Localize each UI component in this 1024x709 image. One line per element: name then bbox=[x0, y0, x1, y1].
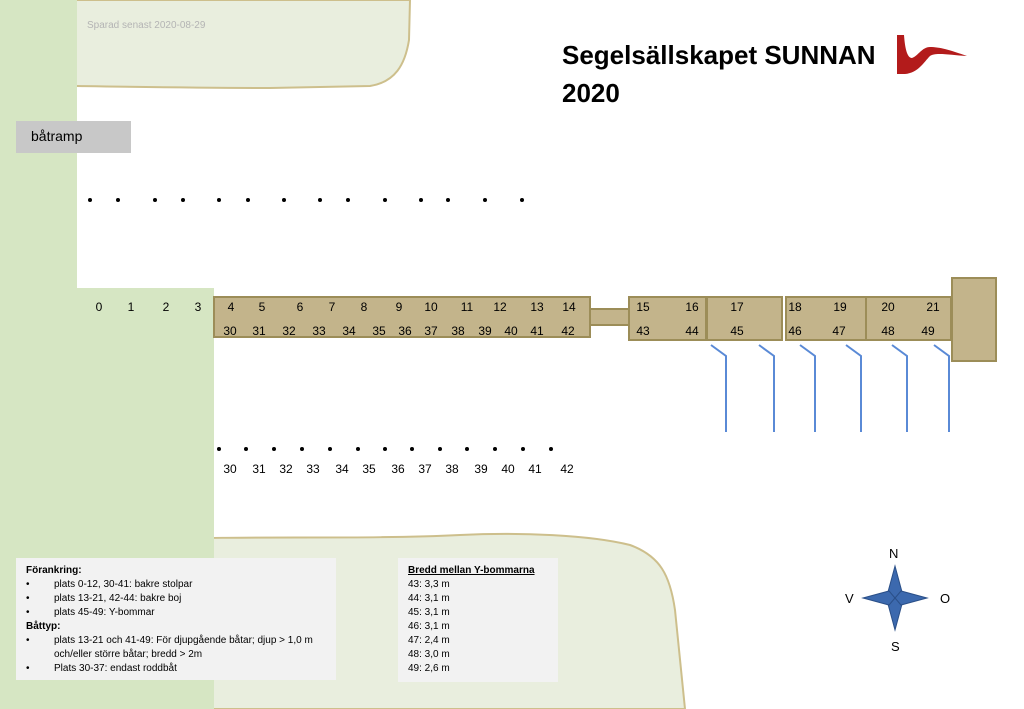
y-boom bbox=[759, 345, 774, 432]
berth-number: 41 bbox=[530, 324, 544, 338]
mooring-post-number: 35 bbox=[362, 462, 376, 476]
mooring-post-dot bbox=[300, 447, 304, 451]
mooring-post-dot bbox=[520, 198, 524, 202]
legend-box bbox=[16, 558, 336, 680]
berth-number: 11 bbox=[460, 300, 474, 314]
mooring-post-dot bbox=[356, 447, 360, 451]
y-boom bbox=[846, 345, 861, 432]
boat-ramp-label: båtramp bbox=[31, 128, 83, 144]
compass-north: N bbox=[889, 546, 899, 561]
berth-number: 16 bbox=[685, 300, 699, 314]
mooring-post-number: 32 bbox=[279, 462, 293, 476]
berth-number: 9 bbox=[395, 300, 403, 314]
berth-number: 38 bbox=[451, 324, 465, 338]
boom-width-item: 49: 2,6 m bbox=[408, 663, 450, 674]
legend-boattype-heading: Båttyp: bbox=[26, 621, 61, 632]
berth-number: 8 bbox=[360, 300, 368, 314]
berth-number: 36 bbox=[398, 324, 412, 338]
mooring-post-dot bbox=[483, 198, 487, 202]
title-club-name: Segelsällskapet SUNNAN bbox=[562, 40, 876, 70]
legend-boattype-item: • plats 13-21 och 41-49: För djupgående båtar; djup > 1,0 m och/eller större båtar; bredd > 2m bbox=[26, 634, 326, 662]
mooring-post-number: 40 bbox=[501, 462, 515, 476]
y-boom bbox=[892, 345, 907, 432]
dock-connector bbox=[590, 309, 630, 325]
berth-number: 39 bbox=[478, 324, 492, 338]
boat-ramp bbox=[16, 121, 131, 153]
berth-number: 6 bbox=[296, 300, 304, 314]
mooring-post-dot bbox=[181, 198, 185, 202]
compass-rose-icon bbox=[863, 566, 927, 630]
berth-number: 12 bbox=[493, 300, 507, 314]
mooring-post-dot bbox=[282, 198, 286, 202]
mooring-post-number: 39 bbox=[474, 462, 488, 476]
mooring-post-dot bbox=[346, 198, 350, 202]
compass-east: O bbox=[940, 591, 951, 606]
berth-number: 37 bbox=[424, 324, 438, 338]
berth-number: 46 bbox=[788, 324, 802, 338]
mooring-post-dot bbox=[318, 198, 322, 202]
mooring-post-dot bbox=[272, 447, 276, 451]
compass-south: S bbox=[891, 639, 900, 654]
mooring-post-dot bbox=[246, 198, 250, 202]
boom-widths-box bbox=[398, 558, 558, 682]
y-boom bbox=[711, 345, 726, 432]
berth-number: 15 bbox=[636, 300, 650, 314]
berth-number: 43 bbox=[636, 324, 650, 338]
berth-number: 47 bbox=[832, 324, 846, 338]
berth-number: 42 bbox=[561, 324, 575, 338]
mooring-post-dot bbox=[465, 447, 469, 451]
berth-number: 31 bbox=[252, 324, 266, 338]
berth-number: 35 bbox=[372, 324, 386, 338]
y-boom bbox=[934, 345, 949, 432]
mooring-post-number: 34 bbox=[335, 462, 349, 476]
berth-number: 4 bbox=[227, 300, 235, 314]
boom-width-item: 44: 3,1 m bbox=[408, 593, 450, 604]
mooring-post-dot bbox=[217, 447, 221, 451]
berth-number: 14 bbox=[562, 300, 576, 314]
mooring-post-dot bbox=[410, 447, 414, 451]
mooring-post-number: 38 bbox=[445, 462, 459, 476]
berth-number: 5 bbox=[258, 300, 266, 314]
mooring-post-number: 42 bbox=[560, 462, 574, 476]
berth-number: 19 bbox=[833, 300, 847, 314]
boom-width-item: 45: 3,1 m bbox=[408, 607, 450, 618]
legend-anchoring-item: • plats 13-21, 42-44: bakre boj bbox=[26, 592, 326, 606]
berth-number: 21 bbox=[926, 300, 940, 314]
mooring-post-number: 33 bbox=[306, 462, 320, 476]
mooring-post-number: 30 bbox=[223, 462, 237, 476]
berth-number: 40 bbox=[504, 324, 518, 338]
boom-width-item: 43: 3,3 m bbox=[408, 579, 450, 590]
dock-end-platform bbox=[952, 278, 996, 361]
mooring-post-dot bbox=[549, 447, 553, 451]
berth-number: 10 bbox=[424, 300, 438, 314]
mooring-post-dot bbox=[88, 198, 92, 202]
y-boom bbox=[800, 345, 815, 432]
mooring-post-number: 37 bbox=[418, 462, 432, 476]
compass-west: V bbox=[845, 591, 854, 606]
berth-number: 2 bbox=[162, 300, 170, 314]
mooring-post-dot bbox=[383, 447, 387, 451]
legend-anchoring-item: • plats 45-49: Y-bommar bbox=[26, 606, 326, 620]
berth-number: 44 bbox=[685, 324, 699, 338]
berth-number: 49 bbox=[921, 324, 935, 338]
berth-number: 45 bbox=[730, 324, 744, 338]
mooring-post-dot bbox=[446, 198, 450, 202]
mooring-post-dot bbox=[419, 198, 423, 202]
title-year: 2020 bbox=[562, 78, 620, 108]
mooring-post-dot bbox=[217, 198, 221, 202]
boom-width-item: 48: 3,0 m bbox=[408, 649, 450, 660]
berth-number: 0 bbox=[95, 300, 103, 314]
boom-widths-heading: Bredd mellan Y-bommarna bbox=[408, 565, 535, 576]
berth-number: 17 bbox=[730, 300, 744, 314]
mooring-post-dot bbox=[383, 198, 387, 202]
boom-width-item: 46: 3,1 m bbox=[408, 621, 450, 632]
mooring-post-dot bbox=[153, 198, 157, 202]
berth-number: 48 bbox=[881, 324, 895, 338]
berth-number: 3 bbox=[194, 300, 202, 314]
berth-number: 34 bbox=[342, 324, 356, 338]
mooring-post-dot bbox=[328, 447, 332, 451]
mooring-post-dot bbox=[116, 198, 120, 202]
mooring-post-dot bbox=[521, 447, 525, 451]
boom-width-item: 47: 2,4 m bbox=[408, 635, 450, 646]
berth-number: 20 bbox=[881, 300, 895, 314]
mooring-post-number: 31 bbox=[252, 462, 266, 476]
mooring-post-number: 36 bbox=[391, 462, 405, 476]
logo-icon bbox=[897, 35, 967, 74]
berth-number: 13 bbox=[530, 300, 544, 314]
page-title bbox=[562, 36, 876, 112]
berth-number: 7 bbox=[328, 300, 336, 314]
legend-boattype-item: • Plats 30-37: endast roddbåt bbox=[26, 662, 326, 676]
berth-number: 30 bbox=[223, 324, 237, 338]
mooring-post-dot bbox=[493, 447, 497, 451]
mooring-post-dot bbox=[244, 447, 248, 451]
berth-number: 1 bbox=[127, 300, 135, 314]
dock-pier-b bbox=[707, 297, 782, 340]
berth-number: 33 bbox=[312, 324, 326, 338]
mooring-post-dot bbox=[438, 447, 442, 451]
mooring-post-number: 41 bbox=[528, 462, 542, 476]
saved-timestamp: Sparad senast 2020-08-29 bbox=[87, 20, 206, 31]
berth-number: 18 bbox=[788, 300, 802, 314]
berth-number: 32 bbox=[282, 324, 296, 338]
legend-anchoring-heading: Förankring: bbox=[26, 565, 82, 576]
legend-anchoring-item: • plats 0-12, 30-41: bakre stolpar bbox=[26, 578, 326, 592]
